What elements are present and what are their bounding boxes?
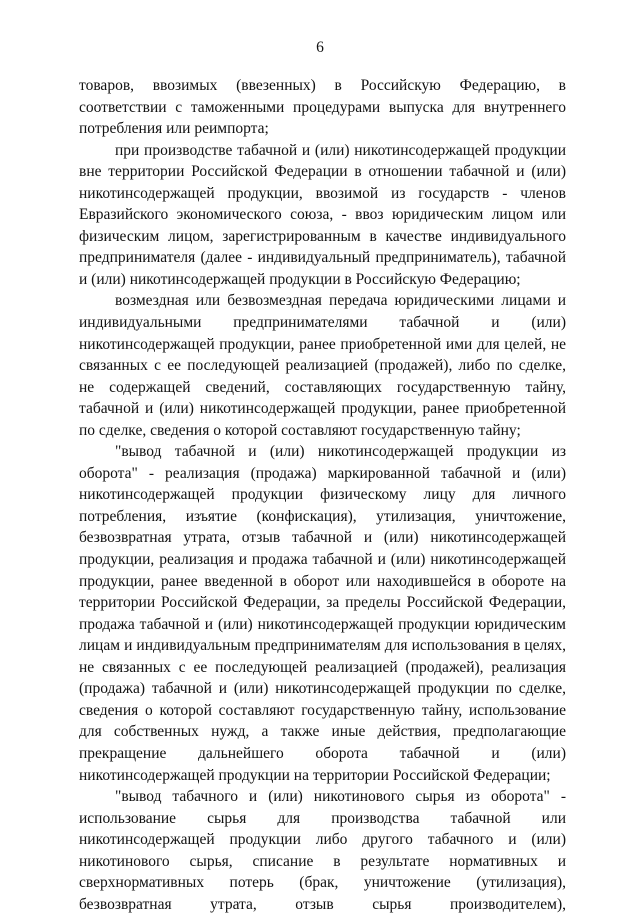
paragraph-transfer-by-entities: возмездная или безвозмездная передача юридическими лицами и индивидуальными предпринимателями табачной и (или) никотинсодержащей продукции, ранее приобретенной ими для целей, не связанных с ее последующей реализацией (продажей), либо по сделке, не содержащей сведений, составляющих государственную тайну, табачной и (или) никотинсодержащей продукции, ранее приобретенной по сделке, сведения о которой составляют государственную тайну; <box>79 292 566 439</box>
paragraph-continuation: товаров, ввозимых (ввезенных) в Российскую Федерацию, в соответствии с таможенными процедурами выпуска для внутреннего потребления или реимпорта; <box>79 77 566 138</box>
paragraph-definition-raw-material-withdrawal: "вывод табачного и (или) никотинового сырья из оборота" - использование сырья для производства табачной или никотинсодержащей продукции либо другого табачного и (или) никотинового сырья, списание в результате нормативных и сверхнормативных потерь (брак, уничтожение (утилизация), безвозвратная утрата, отзыв сырья производителем), <box>79 788 566 913</box>
page-number: 6 <box>316 39 324 56</box>
paragraph-definition-product-withdrawal: "вывод табачной и (или) никотинсодержащей продукции из оборота" - реализация (продажа) маркированной табачной и (или) никотинсодержащей продукции физическому лицу для личного потребления, изъятие (конфискация), утилизация, уничтожение, безвозвратная утрата, отзыв табачной и (или) никотинсодержащей продукции, реализация и продажа табачной и (или) никотинсодержащей продукции, ранее введенной в оборот или находившейся в обороте на территории Российской Федерации, за пределы Российской Федерации, продажа табачной и (или) никотинсодержащей продукции юридическим лицам и индивидуальным предпринимателям для использования в целях, не связанных с ее последующей реализацией (продажей), реализация (продажа) табачной и (или) никотинсодержащей продукции по сделке, сведения о которой составляют государственную тайну, использование для собственных нужд, а также иные действия, предполагающие прекращение дальнейшего оборота табачной и (или) никотинсодержащей продукции на территории Российской Федерации; <box>79 443 566 784</box>
paragraph-production-outside-russia: при производстве табачной и (или) никотинсодержащей продукции вне территории Российской Федерации в отношении табачной и (или) никотинсодержащей продукции, ввозимой из государств - членов Евразийского экономического союза, - ввоз юридическим лицом или физическим лицом, зарегистрированным в качестве индивидуального предпринимателя (далее - индивидуальный предприниматель), табачной и (или) никотинсодержащей продукции в Российскую Федерацию; <box>79 141 566 288</box>
document-body <box>79 75 566 915</box>
